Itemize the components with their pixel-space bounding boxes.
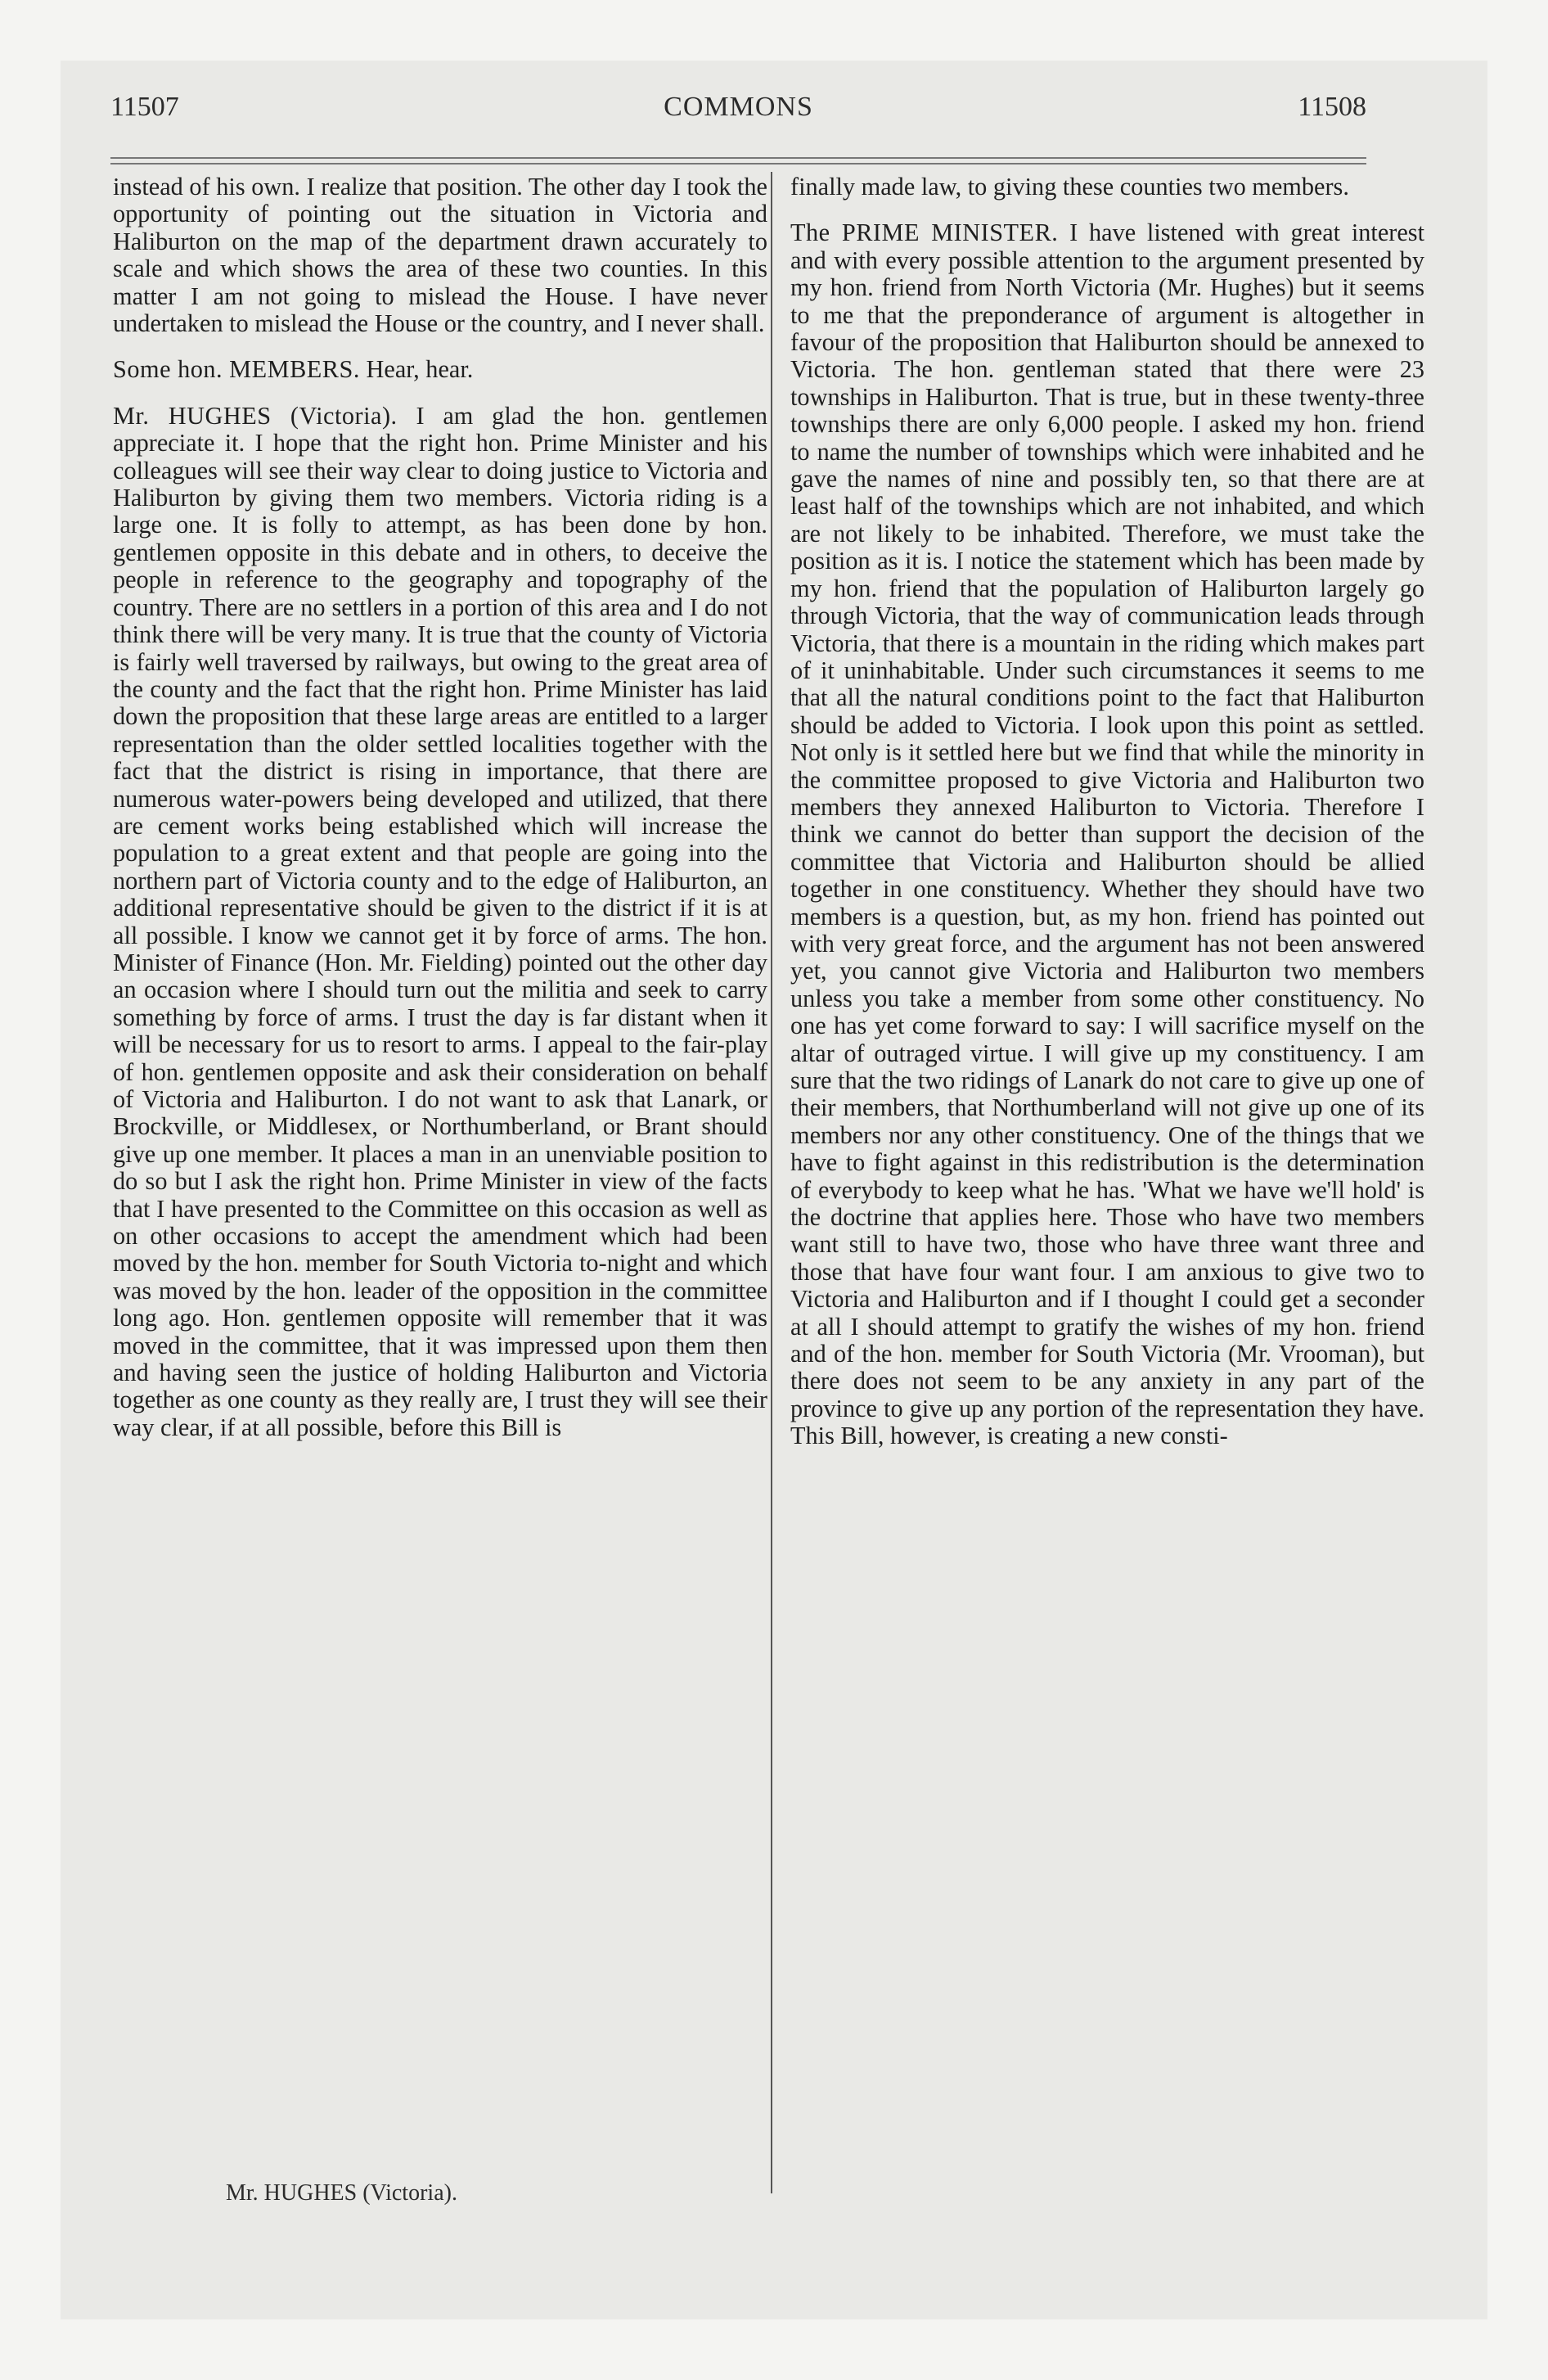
speaker-name: Mr. HUGHES (Victoria). xyxy=(113,401,398,430)
speaker-name: Some hon. MEMBERS. xyxy=(113,355,360,384)
continuation-speaker: Mr. HUGHES (Victoria). xyxy=(226,2180,457,2206)
header-rule-top xyxy=(110,157,1366,159)
header-rule-bottom xyxy=(110,163,1366,165)
left-paragraph-1: instead of his own. I realize that position. The other day I took the opportunity of pointing out the situation in Victoria and Haliburton on the map of the department drawn accurately to scale and which shows the area of these two counties. In this matter I am not going to mislead the House. I have never undertaken to mislead the House or the country, and I never shall. xyxy=(113,173,767,338)
left-paragraph-3 xyxy=(113,403,767,1441)
speaker-name: The PRIME MINISTER. xyxy=(790,219,1059,247)
speech-text: I have listened with great interest and with every possible attention to the argument presented by my hon. friend from North Victoria (Mr. Hughes) but it seems to me that the preponderance of argument is altogether in favour of the proposition that Haliburton should be annexed to Victoria. The hon. gentleman stated that there were 23 townships in Haliburton. That is true, but in these twenty-three townships there are only 6,000 people. I asked my hon. friend to name the number of townships which were inhabited and he gave the names of nine and possibly ten, so that there are at least half of the townships which are not inhabited, and which are not likely to be inhabited. Therefore, we must take the position as it is. I notice the statement which has been made by my hon. friend that the population of Haliburton largely go through Victoria, that the way of communication leads through Victoria, that there is a mountain in the riding which makes part of it uninhabitable. Under such circumstances it seems to me that all the natural conditions point to the fact that Haliburton should be added to Victoria. I look upon this point as settled. Not only is it settled here but we find that while the minority in the committee proposed to give Victoria and Haliburton two members they annexed Haliburton to Victoria. Therefore I think we cannot do better than support the decision of the committee that Victoria and Haliburton should be allied together in one constituency. Whether they should have two members is a question, but, as my hon. friend has pointed out with very great force, and the argument has not been answered yet, you cannot give Victoria and Haliburton two members unless you take a member from some other constituency. No one has yet come forward to say: I will sacrifice myself on the altar of outraged virtue. I will give up my constituency. I am sure that the two ridings of Lanark do not care to give up one of their members, that Northumberland will not give up one of its members nor any other constituency. One of the things that we have to fight against in this redistribution is the determination of everybody to keep what he has. 'What we have we'll hold' is the doctrine that applies here. Those who have two members want still to have two, those who have three want three and those that have four want four. I am anxious to give two to Victoria and Haliburton and if I thought I could get a seconder at all I should attempt to gratify the wishes of my hon. friend and of the hon. member for South Victoria (Mr. Vrooman), but there does not seem to be any anxiety in any part of the province to give up any portion of the representation they have. This Bill, however, is creating a new consti- xyxy=(790,219,1425,1450)
right-paragraph-1: finally made law, to giving these counties two members. xyxy=(790,173,1349,201)
page-header xyxy=(110,92,1366,136)
left-page-number: 11507 xyxy=(110,92,179,122)
right-page-number: 11508 xyxy=(1298,92,1366,122)
speech-text: Hear, hear. xyxy=(366,355,474,384)
column-divider xyxy=(771,172,772,2193)
page-title: COMMONS xyxy=(664,92,813,122)
left-column xyxy=(113,174,767,1441)
left-paragraph-2 xyxy=(113,356,767,383)
right-column xyxy=(790,174,1424,1450)
right-paragraph-2 xyxy=(790,219,1424,1449)
speech-text: I am glad the hon. gentlemen appreciate it. I hope that the right hon. Prime Minister and his colleagues will see their way clear to doing justice to Victoria and Haliburton by giving them two members. Victoria riding is a large one. It is folly to attempt, as has been done by hon. gentlemen opposite in this debate and in others, to deceive the people in reference to the geography and topography of the country. There are no settlers in a portion of this area and I do not think there will be very many. It is true that the county of Victoria is fairly well traversed by railways, but owing to the great area of the county and the fact that the right hon. Prime Minister has laid down the proposition that these large areas are entitled to a larger representation than the older settled localities together with the fact that the district is rising in importance, that there are numerous water-powers being developed and utilized, that there are cement works being established which will increase the population to a great extent and that people are going into the northern part of Victoria county and to the edge of Haliburton, an additional representative should be given to the district if it is at all possible. I know we cannot get it by force of arms. The hon. Minister of Finance (Hon. Mr. Fielding) pointed out the other day an occasion where I should turn out the militia and seek to carry something by force of arms. I trust the day is far distant when it will be necessary for us to resort to arms. I appeal to the fair-play of hon. gentlemen opposite and ask their consideration on behalf of Victoria and Haliburton. I do not want to ask that Lanark, or Brockville, or Middlesex, or Northumberland, or Brant should give up one member. It places a man in an unenviable position to do so but I ask the right hon. Prime Minister in view of the facts that I have presented to the Committee on this occasion as well as on other occasions to accept the amendment which had been moved by the hon. member for South Victoria to-night and which was moved by the hon. leader of the opposition in the committee long ago. Hon. gentlemen opposite will remember that it was moved in the committee, that it was impressed upon them then and having seen the justice of holding Haliburton and Victoria together as one county as they really are, I trust they will see their way clear, if at all possible, before this Bill is xyxy=(113,401,767,1441)
